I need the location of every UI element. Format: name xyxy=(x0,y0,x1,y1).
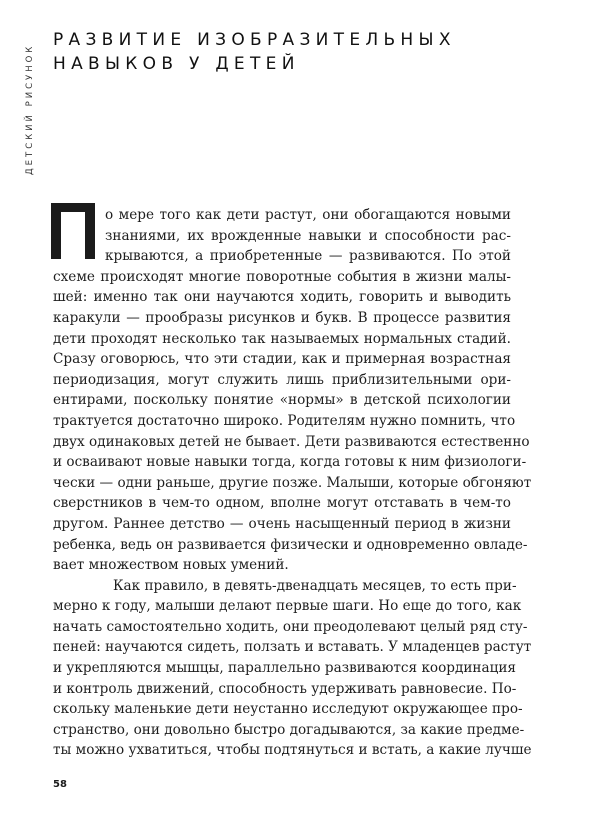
text-line: и укрепляются мышцы, параллельно развиваются координация xyxy=(53,660,516,677)
chapter-title xyxy=(53,28,456,76)
text-line: ты можно ухватиться, чтобы подтянуться и встать, а какие лучше xyxy=(53,742,532,759)
chapter-title-line-1: РАЗВИТИЕ ИЗОБРАЗИТЕЛЬНЫХ xyxy=(53,30,456,50)
text-line: знаниями, их врожденные навыки и способности рас- xyxy=(105,227,511,244)
text-line: трактуется достаточно широко. Родителям нужно помнить, что xyxy=(53,412,516,429)
running-head: ДЕТСКИЙ РИСУНОК xyxy=(25,43,35,175)
text-line: пеней: научаются сидеть, ползать и вставать. У младенцев растут xyxy=(53,639,532,656)
text-line: каракули — прообразы рисунков и букв. В процессе развития xyxy=(53,309,511,326)
text-line: чески — одни раньше, другие позже. Малыши, которые обгоняют xyxy=(53,474,532,491)
text-line: странство, они довольно быстро догадываются, за какие предме- xyxy=(53,721,525,738)
text-line: двух одинаковых детей не бывает. Дети развиваются естественно xyxy=(53,433,530,450)
text-line: другом. Раннее детство — очень насыщенный период в жизни xyxy=(53,515,511,532)
page-number: 58 xyxy=(53,779,67,790)
text-line: начать самостоятельно ходить, они преодолевают целый ряд сту- xyxy=(53,618,528,635)
text-line: шей: именно так они научаются ходить, говорить и выводить xyxy=(53,289,511,306)
text-line: периодизация, могут служить лишь приблизительными ори- xyxy=(53,371,511,388)
text-line: крываются, а приобретенные — развиваются. По этой xyxy=(105,248,511,265)
text-line: мерно к году, малыши делают первые шаги. Но еще до того, как xyxy=(53,598,522,615)
text-line: и контроль движений, способность удерживать равновесие. По- xyxy=(53,680,517,697)
chapter-title-line-2: НАВЫКОВ У ДЕТЕЙ xyxy=(53,54,300,74)
text-line: вает множеством новых умений. xyxy=(53,557,289,574)
text-line: сверстников в чем-то одном, вполне могут отставать в чем-то xyxy=(53,495,511,512)
text-line: скольку маленькие дети неустанно исследуют окружающее про- xyxy=(53,701,523,718)
text-line: о мере того как дети растут, они обогащаются новыми xyxy=(105,207,511,223)
text-line: схеме происходят многие поворотные события в жизни малы- xyxy=(53,268,511,285)
drop-cap-letter: П xyxy=(73,243,74,244)
text-line: дети проходят несколько так называемых нормальных стадий. xyxy=(53,330,511,347)
text-line: ребенка, ведь он развивается физически и одновременно овладе- xyxy=(53,536,528,553)
text-line: ентирами, поскольку понятие «нормы» в детской психологии xyxy=(53,392,511,409)
text-line: Сразу оговорюсь, что эти стадии, как и примерная возрастная xyxy=(53,351,511,368)
text-line: и осваивают новые навыки тогда, когда готовы к ним физиологи- xyxy=(53,454,527,471)
body-text xyxy=(53,205,532,761)
text-line: Как правило, в девять-двенадцать месяцев, то есть при- xyxy=(113,577,517,594)
